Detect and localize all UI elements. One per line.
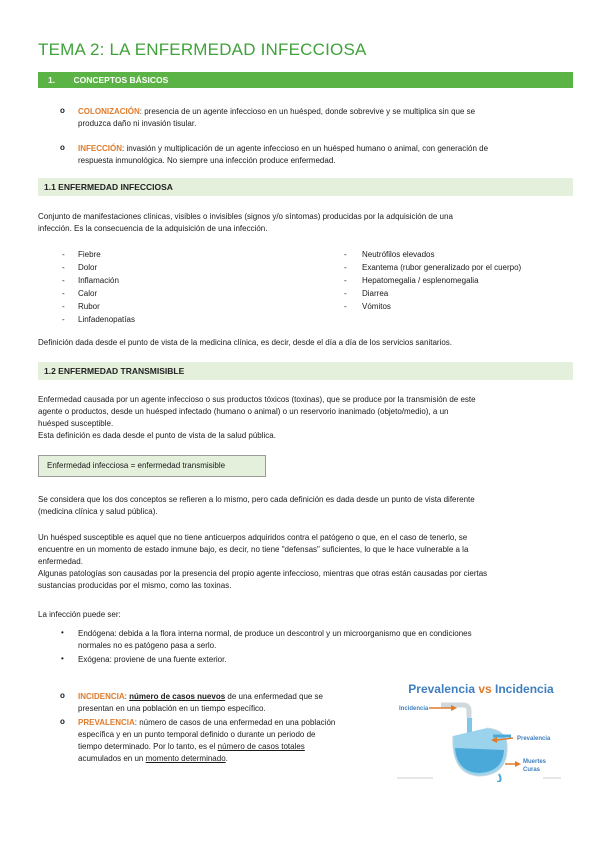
infeccion-paragraph	[78, 143, 488, 167]
equivalence-box: Enfermedad infecciosa = enfermedad transmisible	[38, 455, 266, 477]
list-item: Exantema (rubor generalizado por el cuerpo)	[362, 263, 522, 272]
list-dash: -	[62, 289, 65, 298]
exogena-term: Exógena	[78, 655, 110, 664]
colonizacion-line2: produzca daño ni invasión tisular.	[78, 119, 197, 128]
endogena-term: Endógena	[78, 629, 115, 638]
colonizacion-term: COLONIZACIÓN	[78, 107, 140, 116]
list-dash: -	[344, 302, 347, 311]
list-dash: -	[62, 276, 65, 285]
infeccion-term: INFECCIÓN	[78, 144, 122, 153]
intro-line1: Conjunto de manifestaciones clínicas, visibles o invisibles (signos y/o síntomas) producidas por la adquisición de una	[38, 212, 453, 221]
text-fragment: de una enfermedad que se	[225, 692, 324, 701]
list-dash: -	[344, 250, 347, 259]
text-line: huésped susceptible.	[38, 419, 114, 428]
underlined-text: momento determinado	[145, 754, 226, 763]
underlined-text: número de casos nuevos	[129, 692, 226, 701]
text-fragment: tiempo determinado. Por lo tanto, es el	[78, 742, 218, 751]
bullet-o: o	[60, 143, 65, 152]
infeccion-line2: respuesta inmunológica. No siempre una infección produce enfermedad.	[78, 156, 336, 165]
list-item: Hepatomegalia / esplenomegalia	[362, 276, 479, 285]
figure-label-curas: Curas	[523, 767, 541, 773]
text-fragment: acumulados en un	[78, 754, 146, 763]
list-dash: -	[344, 289, 347, 298]
section-1-2-heading: 1.2 ENFERMEDAD TRANSMISIBLE	[38, 362, 573, 380]
list-item: Fiebre	[78, 250, 101, 259]
text-line: : número de casos de una enfermedad en una población	[134, 718, 336, 727]
list-item: Neutrófilos elevados	[362, 250, 435, 259]
list-dash: -	[344, 276, 347, 285]
text-line: sustancias producidas por el mismo, como las toxinas.	[38, 581, 232, 590]
exogena-item	[78, 654, 227, 666]
section-1-title: CONCEPTOS BÁSICOS	[73, 75, 169, 85]
endogena-item	[78, 628, 472, 652]
text-fragment: .	[225, 754, 228, 763]
prevalencia-paragraph	[78, 717, 335, 765]
text-line: Algunas patologías son causadas por la presencia del propio agente infeccioso, mientras que otras están causadas por ciertas	[38, 569, 488, 578]
bullet-dot: •	[61, 654, 64, 663]
list-dash: -	[62, 263, 65, 272]
text-line: enfermedad.	[38, 557, 83, 566]
list-dash: -	[62, 315, 65, 324]
text-line: Enfermedad causada por un agente infeccioso o sus productos tóxicos (toxinas), que se produce por la transmisión de este	[38, 395, 476, 404]
huesped-susceptible-paragraph	[38, 532, 487, 592]
list-item: Dolor	[78, 263, 98, 272]
text-line: normales no es patógeno pasa a serlo.	[78, 641, 217, 650]
text-fragment: :	[124, 692, 130, 701]
figure-title-prevalencia: Prevalencia	[408, 682, 476, 696]
text-line: Se considera que los dos conceptos se refieren a lo mismo, pero cada definición es dada desde un punto de vista diferente	[38, 495, 475, 504]
text-line: : proviene de una fuente exterior.	[109, 655, 227, 664]
text-line: Un huésped susceptible es aquel que no tiene anticuerpos adquiridos contra el patógeno o que, en el caso de tenerlo, se	[38, 533, 468, 542]
enfermedad-transmisible-paragraph	[38, 394, 476, 442]
incidencia-paragraph	[78, 691, 323, 715]
underlined-text: número de casos totales	[217, 742, 305, 751]
section-1-heading	[38, 72, 573, 88]
page-title: TEMA 2: LA ENFERMEDAD INFECCIOSA	[38, 40, 367, 59]
conceptos-paragraph	[38, 494, 475, 518]
figure-title	[408, 682, 554, 696]
definicion-clinica: Definición dada desde el punto de vista de la medicina clínica, es decir, desde el día a día de los servicios sanitarios.	[38, 338, 453, 347]
text-line: : debida a la flora interna normal, de produce un descontrol y un microorganismo que en condiciones	[114, 629, 472, 638]
bullet-o: o	[60, 106, 65, 115]
text-line: Esta definición es dada desde el punto de vista de la salud pública.	[38, 431, 276, 440]
prevalencia-term: PREVALENCIA	[78, 718, 135, 727]
figure-label-muertes: Muertes	[523, 759, 547, 765]
bullet-o: o	[60, 691, 65, 700]
text-line: encuentre en un momento de estado inmune bajo, es decir, no tiene "defensas" suficientes, lo que le hace vulnerable a la	[38, 545, 469, 554]
figure-label-incidencia: Incidencia	[399, 706, 429, 712]
text-line: presentan en una población en un tiempo específico.	[78, 704, 266, 713]
section-1-1-heading: 1.1 ENFERMEDAD INFECCIOSA	[38, 178, 573, 196]
list-item: Linfadenopatías	[78, 315, 135, 324]
figure-title-vs: vs	[475, 682, 496, 696]
list-item: Calor	[78, 289, 98, 298]
bullet-o: o	[60, 717, 65, 726]
infeccion-line1: : invasión y multiplicación de un agente infeccioso en un huésped humano o animal, con generación de	[122, 144, 489, 153]
prevalencia-vs-incidencia-figure	[393, 678, 569, 782]
intro-line2: infección. Es la consecuencia de la adquisición de una infección.	[38, 224, 268, 233]
list-dash: -	[62, 250, 65, 259]
list-item: Inflamación	[78, 276, 119, 285]
text-line: agente o productos, desde un huésped infectado (humano o animal) o un reservorio inanimado (objeto/medio), a un	[38, 407, 449, 416]
section-1-number: 1.	[48, 75, 56, 85]
enfermedad-infecciosa-intro	[38, 211, 453, 235]
list-dash: -	[344, 263, 347, 272]
figure-title-incidencia: Incidencia	[495, 682, 554, 696]
list-dash: -	[62, 302, 65, 311]
list-item: Vómitos	[362, 302, 391, 311]
bullet-dot: •	[61, 628, 64, 637]
text-line: específica y en un punto temporal definido o durante un periodo de	[78, 730, 316, 739]
text-line: (medicina clínica y salud pública).	[38, 507, 158, 516]
infeccion-puede-ser: La infección puede ser:	[38, 610, 121, 619]
colonizacion-paragraph	[78, 106, 475, 130]
incidencia-term: INCIDENCIA	[78, 692, 125, 701]
list-item: Rubor	[78, 302, 100, 311]
colonizacion-line1: : presencia de un agente infeccioso en un huésped, donde sobrevive y se multiplica sin que se	[139, 107, 476, 116]
figure-label-prevalencia: Prevalencia	[517, 736, 551, 742]
list-item: Diarrea	[362, 289, 389, 298]
